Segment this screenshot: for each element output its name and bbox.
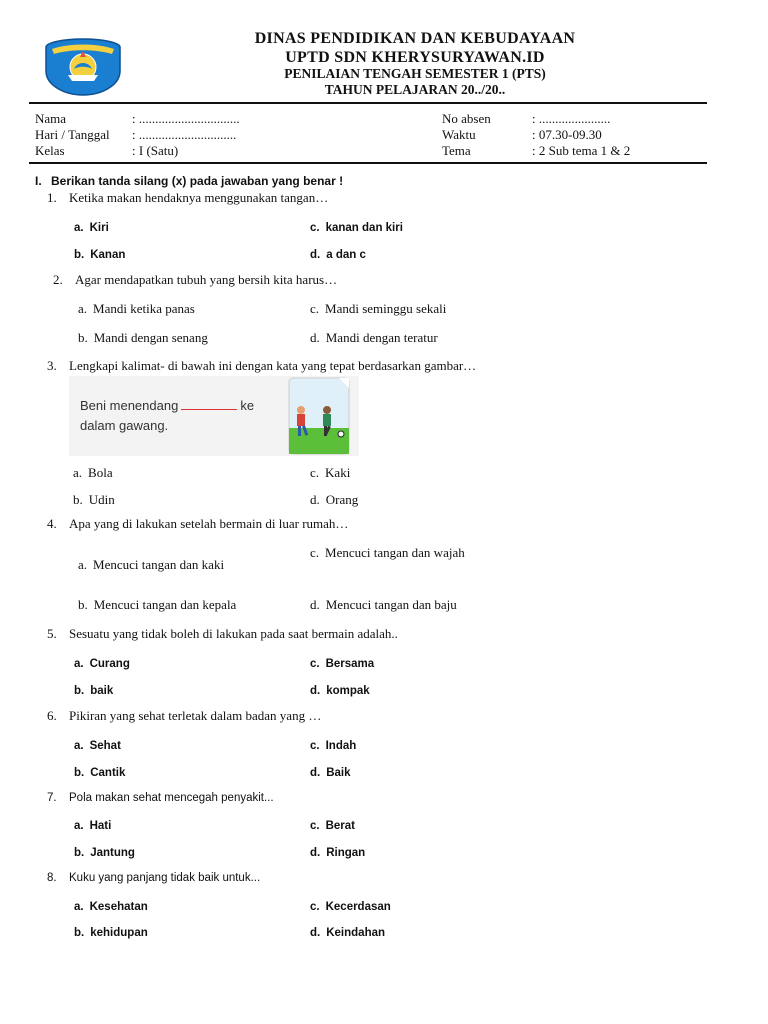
option-text: Mandi dengan teratur [325, 330, 438, 345]
option-6d[interactable] [310, 767, 351, 779]
option-text: Mencuci tangan dan kaki [93, 557, 225, 572]
option-1c[interactable] [310, 222, 403, 234]
option-letter: c. [310, 820, 320, 832]
option-letter: a. [73, 465, 83, 480]
section-instruction [35, 174, 343, 188]
option-letter: c. [310, 545, 320, 560]
question-7 [47, 792, 274, 804]
option-5b[interactable] [74, 685, 113, 697]
option-text: Kiri [89, 222, 109, 234]
option-5a[interactable] [74, 658, 130, 670]
option-text: kompak [326, 685, 370, 697]
option-text: Mandi seminggu sekali [325, 301, 447, 316]
option-4b[interactable] [78, 597, 236, 613]
question-text: Ketika makan hendaknya menggunakan tangan… [69, 190, 329, 205]
soccer-illustration [287, 376, 351, 456]
nama-label: Nama [35, 111, 67, 126]
option-1b[interactable] [74, 249, 125, 261]
option-text: Mandi dengan senang [93, 330, 208, 345]
option-3a[interactable] [73, 465, 113, 481]
question-6 [47, 708, 321, 724]
option-letter: a. [78, 301, 88, 316]
question-1 [47, 190, 328, 206]
question-text: Lengkapi kalimat- di bawah ini dengan kata yang tepat berdasarkan gambar… [69, 358, 477, 373]
option-letter: b. [74, 249, 85, 261]
question-text: Kuku yang panjang tidak baik untuk... [69, 872, 261, 884]
option-3b[interactable] [73, 492, 115, 508]
question-number: 8. [47, 872, 57, 884]
divider-bottom [29, 162, 707, 164]
option-text: Berat [325, 820, 355, 832]
question-4 [47, 516, 348, 532]
option-8a[interactable] [74, 901, 148, 913]
option-6b[interactable] [74, 767, 125, 779]
option-text: Sehat [89, 740, 121, 752]
option-text: Mencuci tangan dan baju [325, 597, 457, 612]
tema-label: Tema [442, 143, 471, 158]
question-number: 3. [47, 358, 57, 373]
picture-sentence [80, 396, 254, 436]
option-letter: c. [310, 222, 320, 234]
option-letter: a. [74, 901, 84, 913]
option-letter: d. [310, 685, 321, 697]
option-text: a dan c [326, 249, 366, 261]
question-text: Pikiran yang sehat terletak dalam badan yang … [69, 708, 322, 723]
option-text: Kaki [325, 465, 351, 480]
option-letter: a. [74, 740, 84, 752]
option-letter: d. [310, 597, 320, 612]
option-text: Ringan [326, 847, 366, 859]
option-text: Udin [88, 492, 115, 507]
option-4a[interactable] [78, 557, 224, 573]
option-1d[interactable] [310, 249, 366, 261]
question-2 [53, 272, 337, 288]
option-text: Keindahan [326, 927, 386, 939]
question-3 [47, 358, 476, 374]
option-7c[interactable] [310, 820, 355, 832]
no-absen-field[interactable]: : ...................... [532, 111, 611, 126]
option-8d[interactable] [310, 927, 385, 939]
section-number: I. [35, 174, 42, 188]
option-6a[interactable] [74, 740, 121, 752]
header-school-year: TAHUN PELAJARAN 20../20.. [324, 82, 506, 97]
question-3-picture [69, 376, 359, 456]
option-text: Indah [325, 740, 357, 752]
question-number: 6. [47, 708, 57, 723]
option-text: Mencuci tangan dan kepala [93, 597, 237, 612]
question-number: 7. [47, 792, 57, 804]
header-school: UPTD SDN KHERYSURYAWAN.ID [285, 49, 545, 66]
waktu-label: Waktu [442, 127, 476, 142]
question-text: Apa yang di lakukan setelah bermain di luar rumah… [69, 516, 349, 531]
option-letter: c. [310, 465, 320, 480]
fill-blank [181, 409, 237, 410]
header-exam-title: PENILAIAN TENGAH SEMESTER 1 (PTS) [284, 66, 546, 81]
question-number: 5. [47, 626, 57, 641]
option-2a[interactable] [78, 301, 195, 317]
option-letter: b. [74, 927, 85, 939]
option-text: Bola [88, 465, 113, 480]
hari-tanggal-field[interactable]: : .............................. [132, 127, 237, 142]
option-text: Mencuci tangan dan wajah [325, 545, 465, 560]
tut-wuri-handayani-logo [44, 37, 122, 97]
option-text: Hati [89, 820, 112, 832]
option-3c[interactable] [310, 465, 350, 481]
question-number: 1. [47, 190, 57, 205]
option-8c[interactable] [310, 901, 391, 913]
question-text: Agar mendapatkan tubuh yang bersih kita harus… [75, 272, 338, 287]
tema-value: : 2 Sub tema 1 & 2 [532, 143, 631, 158]
hari-tanggal-label: Hari / Tanggal [35, 127, 110, 142]
option-letter: a. [74, 820, 84, 832]
option-7d[interactable] [310, 847, 365, 859]
header-agency: DINAS PENDIDIKAN DAN KEBUDAYAAN [254, 30, 576, 47]
no-absen-label: No absen [442, 111, 491, 126]
option-letter: d. [310, 492, 320, 507]
option-letter: d. [310, 330, 320, 345]
section-title: Berikan tanda silang (x) pada jawaban yang benar ! [51, 174, 344, 188]
option-7a[interactable] [74, 820, 111, 832]
option-letter: d. [310, 249, 321, 261]
picture-text-after: ke [240, 398, 255, 413]
option-letter: a. [78, 557, 88, 572]
kelas-label: Kelas [35, 143, 65, 158]
option-letter: b. [74, 685, 85, 697]
option-5d[interactable] [310, 685, 370, 697]
divider-top [29, 102, 707, 104]
option-letter: c. [310, 901, 320, 913]
option-letter: b. [74, 847, 85, 859]
option-letter: c. [310, 740, 320, 752]
option-letter: b. [74, 767, 85, 779]
picture-text-line2: dalam gawang. [80, 418, 169, 433]
option-text: Baik [326, 767, 351, 779]
kelas-value: : I (Satu) [132, 143, 179, 158]
option-letter: c. [310, 301, 320, 316]
option-text: Jantung [90, 847, 135, 859]
option-4c[interactable] [310, 545, 465, 561]
option-2c[interactable] [310, 301, 446, 317]
option-7b[interactable] [74, 847, 135, 859]
option-text: Kecerdasan [325, 901, 391, 913]
option-letter: a. [74, 222, 84, 234]
option-letter: c. [310, 658, 320, 670]
question-5 [47, 626, 398, 642]
option-text: Orang [325, 492, 359, 507]
option-letter: d. [310, 927, 321, 939]
nama-field[interactable]: : ............................... [132, 111, 240, 126]
option-letter: d. [310, 767, 321, 779]
option-letter: b. [73, 492, 83, 507]
option-text: kehidupan [90, 927, 148, 939]
option-4d[interactable] [310, 597, 457, 613]
option-2d[interactable] [310, 330, 438, 346]
picture-text-before: Beni menendang [80, 398, 179, 413]
question-number: 4. [47, 516, 57, 531]
option-text: Curang [89, 658, 130, 670]
question-number: 2. [53, 272, 63, 287]
question-text: Sesuatu yang tidak boleh di lakukan pada saat bermain adalah.. [69, 626, 398, 641]
option-text: kanan dan kiri [325, 222, 403, 234]
option-letter: d. [310, 847, 321, 859]
waktu-value: : 07.30-09.30 [532, 127, 602, 142]
option-5c[interactable] [310, 658, 374, 670]
option-text: Kanan [90, 249, 126, 261]
option-text: Kesehatan [89, 901, 148, 913]
option-1a[interactable] [74, 222, 109, 234]
option-letter: a. [74, 658, 84, 670]
question-8 [47, 872, 260, 884]
option-letter: b. [78, 330, 88, 345]
option-8b[interactable] [74, 927, 148, 939]
option-letter: b. [78, 597, 88, 612]
option-text: Mandi ketika panas [93, 301, 195, 316]
option-6c[interactable] [310, 740, 356, 752]
option-3d[interactable] [310, 492, 358, 508]
option-text: Bersama [325, 658, 375, 670]
option-text: baik [90, 685, 114, 697]
question-text: Pola makan sehat mencegah penyakit... [69, 792, 274, 804]
option-text: Cantik [90, 767, 126, 779]
option-2b[interactable] [78, 330, 208, 346]
